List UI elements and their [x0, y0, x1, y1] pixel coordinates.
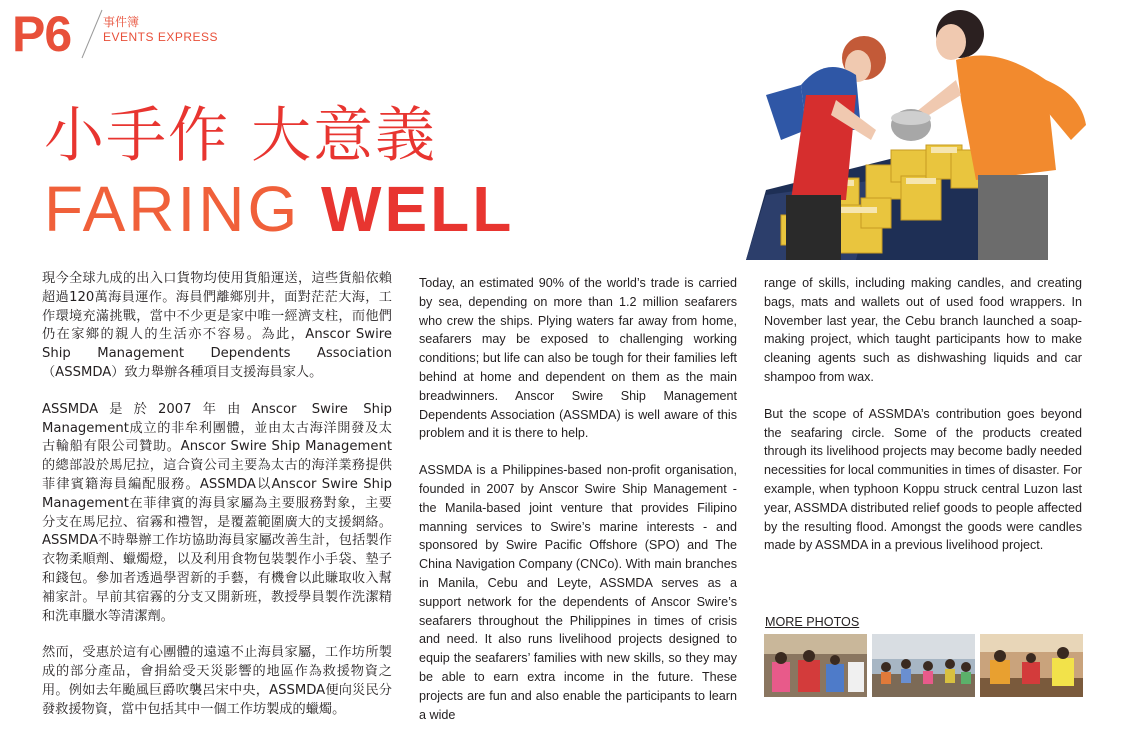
en-paragraph: ASSMDA is a Philippines-based non-profit organisation, founded in 2007 by Anscor Swire Ship Management - the Manila-based joint venture that provides Filipino manning services to Swire’s marine interests - and sponsored by Swire Pacific Offshore (SPO) and The China Navigation Company (CNCo). With main branches in Manila, Cebu and Leyte, ASSMDA serves as a support network for the dependents of Anscor Swire’s seafarers throughout the Philippines in times of crisis and need. It also runs livelihood projects designed to equip the seafarers’ families with new skills, so they may be able to earn extra income in the future. These projects are fun and also enable the participants to learn a wide — [419, 463, 737, 722]
section-label-cn: 事件簿 — [103, 15, 140, 29]
main-photo — [746, 0, 1098, 260]
thumbnail-photo[interactable] — [980, 634, 1083, 697]
thumbnail-photo[interactable] — [872, 634, 975, 697]
en-paragraph: range of skills, including making candles, and creating bags, mats and wallets out of used food wrappers. In November last year, the Cebu branch launched a soap-making project, which taught participants how to make cleaning agents such as dishwashing liquids and car shampoo from wax. — [764, 276, 1082, 384]
title-english-part1: FARING — [44, 173, 322, 245]
cn-paragraph: 現今全球九成的出入口貨物均使用貨船運送，這些貨船依賴超過120萬海員運作。海員們離鄉別井，面對茫茫大海，工作環境充滿挑戰，當中不少更是家中唯一經濟支柱，而他們仍在家鄉的親人的生活亦不容易。為此，Anscor Swire Ship Management Dependents Association（ASSMDA）致力舉辦各種項目支援海員家人。 — [42, 271, 392, 380]
section-label-en: EVENTS EXPRESS — [103, 30, 219, 44]
title-english-part2: WELL — [321, 173, 515, 245]
page-number: P6 — [12, 6, 72, 62]
chinese-column — [42, 270, 392, 738]
title-english — [44, 173, 514, 245]
cn-paragraph: 然而，受惠於這有心團體的遠遠不止海員家屬，工作坊所製成的部分產品，會捐給受天災影響的地區作為救援物資之用。例如去年颱風巨爵吹襲呂宋中央，ASSMDA便向災民分發救援物資，當中包括其中一個工作坊製成的蠟燭。 — [42, 645, 392, 717]
english-column-1 — [419, 274, 737, 742]
en-paragraph: But the scope of ASSMDA’s contribution goes beyond the seafaring circle. Some of the products created through its livelihood projects may become badly needed necessities for local communities in times of disaster. For example, when typhoon Koppu struck central Luzon last year, ASSMDA distributed relief goods to people affected by the resulting flood. Amongst the goods were candles made by ASSMDA in a previous livelihood project. — [764, 406, 1082, 553]
more-photos-link[interactable]: MORE PHOTOS — [765, 615, 860, 629]
cn-paragraph: ASSMDA是於2007年由Anscor Swire Ship Management成立的非牟利團體，並由太古海洋開發及太古輪船有限公司贊助。Anscor Swire Ship Management的總部設於馬尼拉，這合資公司主要為太古的海洋業務提供菲律賓籍海員編配服務。ASSMDA以Anscor Swire Ship Management在菲律賓的海員家屬為主要服務對象，主要分支在馬尼拉、宿霧和禮智，是覆蓋範圍廣大的支援網絡。ASSMDA不時舉辦工作坊協助海員家屬改善生計，包括製作衣物柔順劑、蠟燭燈，以及利用食物包裝製作小手袋、墊子和錢包。參加者透過學習新的手藝，有機會以此賺取收入幫補家計。早前其宿霧的分支又開新班，教授學員製作洗潔精和洗車臘水等清潔劑。 — [42, 401, 392, 624]
en-paragraph: Today, an estimated 90% of the world’s trade is carried by sea, depending on more than 1.2 million seafarers who crew the ships. Plying waters far away from home, seafarers may be exposed to challenging working conditions; but life can also be tough for their families left behind at home and dependent on them as the main breadwinners. Anscor Swire Ship Management Dependents Association (ASSMDA) is well aware of this problem and it is there to help. — [419, 276, 737, 441]
thumbnail-photo[interactable] — [764, 634, 867, 697]
title-chinese: 小手作 大意義 — [44, 101, 438, 171]
english-column-2 — [764, 274, 1082, 573]
